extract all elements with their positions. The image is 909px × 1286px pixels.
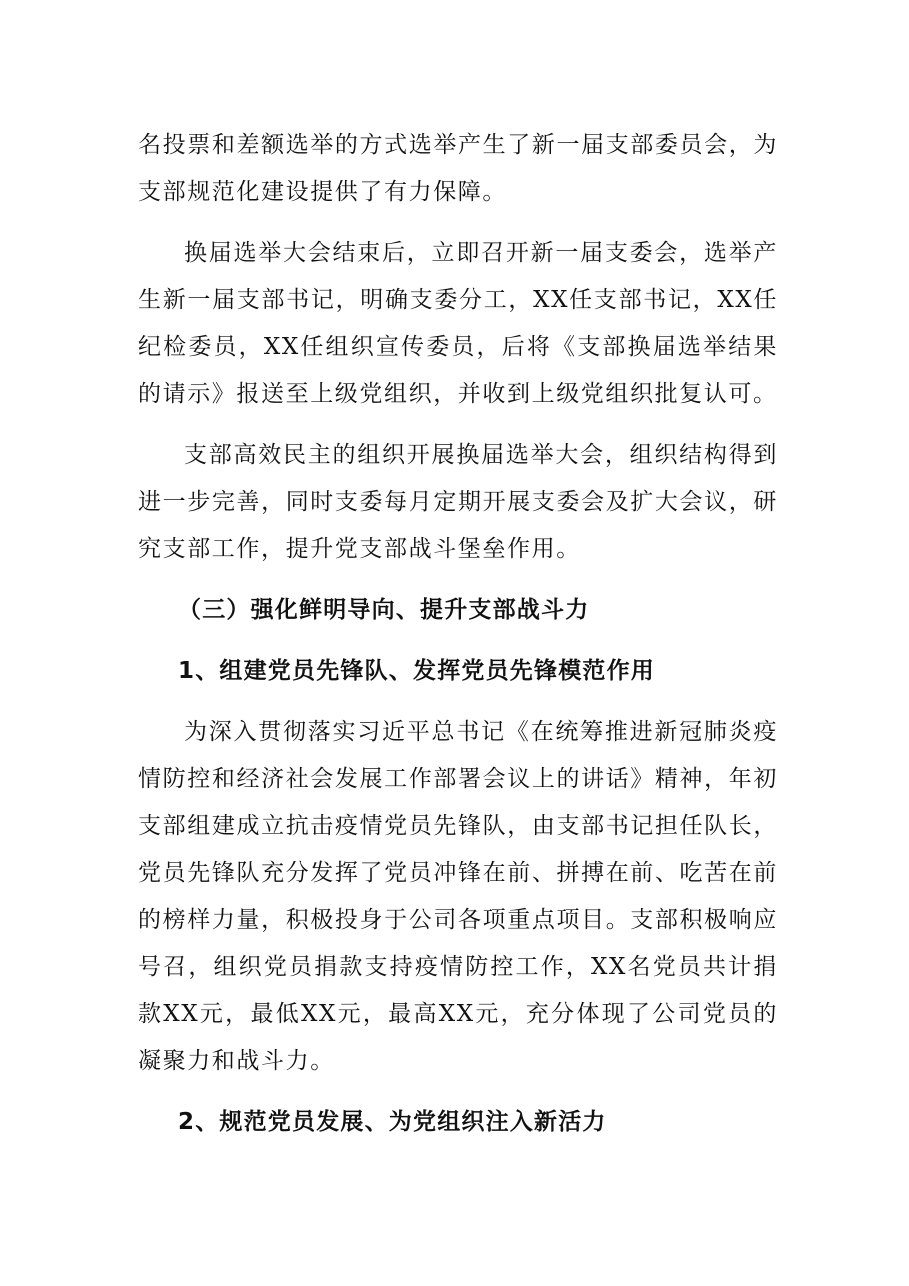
paragraph-election-result: 名投票和差额选举的方式选举产生了新一届支部委员会，为支部规范化建设提供了有力保障。 [138,132,778,205]
paragraph-organization-structure: 支部高效民主的组织开展换届选举大会，组织结构得到进一步完善，同时支委每月定期开展支委会及扩大会议，研究支部工作，提升党支部战斗堡垒作用。 [138,442,778,562]
section-heading-three: （三）强化鲜明导向、提升支部战斗力 [178,597,590,623]
subsection-heading-two: 2、规范党员发展、为党组织注入新活力 [178,1109,607,1135]
paragraph-new-committee: 换届选举大会结束后，立即召开新一届支委会，选举产生新一届支部书记，明确支委分工，XX任支部书记，XX任纪检委员，XX任组织宣传委员，后将《支部换届选举结果的请示》报送至上级党组织，并收到上级党组织批复认可。 [138,240,778,407]
subsection-heading-one: 1、组建党员先锋队、发挥党员先锋模范作用 [178,658,656,684]
paragraph-vanguard-team: 为深入贯彻落实习近平总书记《在统筹推进新冠肺炎疫情防控和经济社会发展工作部署会议上的讲话》精神，年初支部组建成立抗击疫情党员先锋队，由支部书记担任队长，党员先锋队充分发挥了党员冲锋在前、拼搏在前、吃苦在前的榜样力量，积极投身于公司各项重点项目。支部积极响应号召，组织党员捐款支持疫情防控工作，XX名党员共计捐款XX元，最低XX元，最高XX元，充分体现了公司党员的凝聚力和战斗力。 [138,719,778,1074]
document-body [138,122,778,1160]
